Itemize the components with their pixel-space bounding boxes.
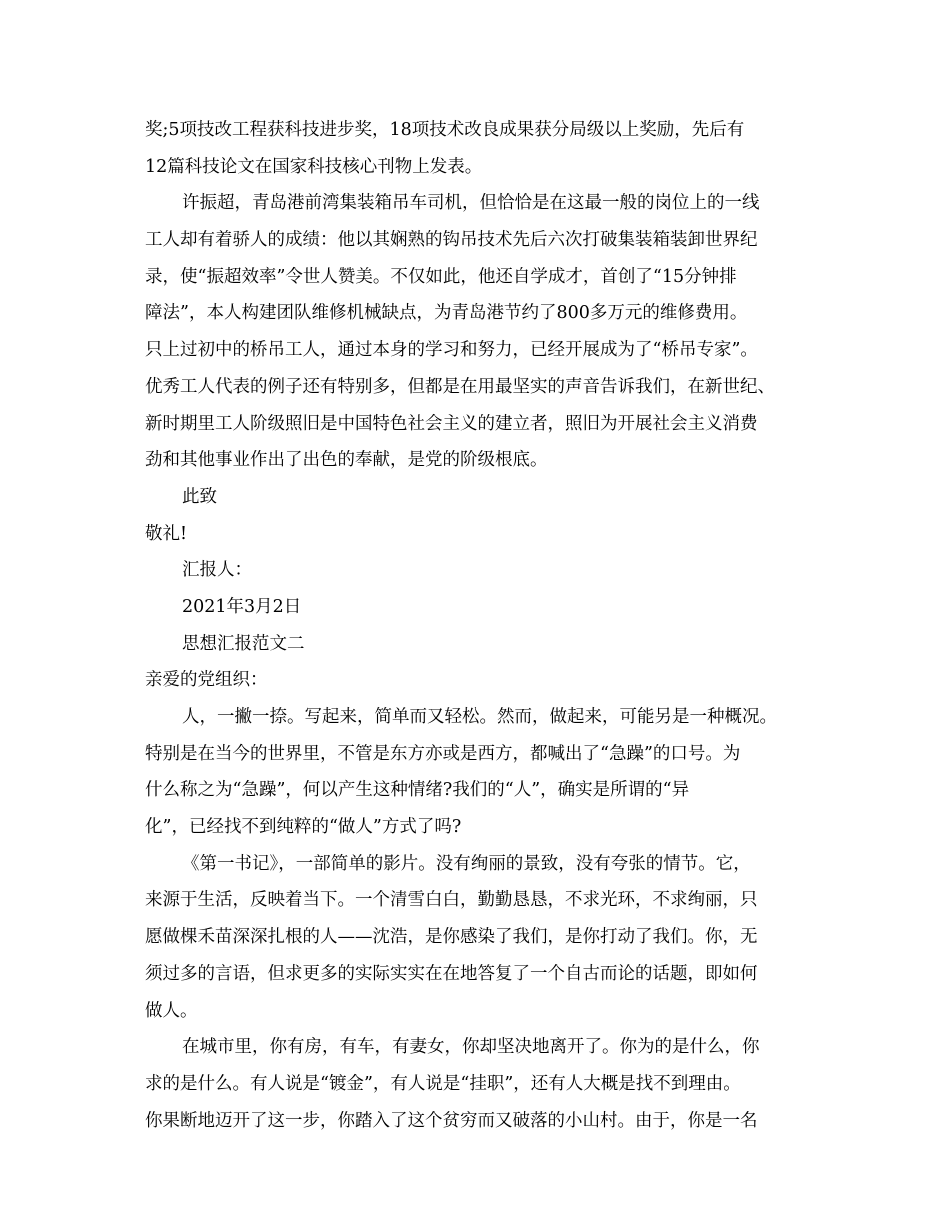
reporter-label: 汇报人： <box>182 560 252 581</box>
text-line: 特别是在当今的世界里，不管是东方亦或是西方，都喊出了“急躁”的口号。为 <box>145 743 741 764</box>
section-title: 思想汇报范文二 <box>182 633 305 654</box>
text-line: 《第一书记》，一部简单的影片。没有绚丽的景致，没有夸张的情节。它， <box>182 853 751 874</box>
text-line: 录，使“振超效率”令世人赞美。不仅如此，他还自学成才，首创了“15分钟排 <box>145 266 737 287</box>
text-line: 新时期里工人阶级照旧是中国特色社会主义的建立者，照旧为开展社会主义消费 <box>145 413 758 434</box>
text-line: 须过多的言语，但求更多的实际实实在在地答复了一个自古而论的话题，即如何 <box>145 963 758 984</box>
text-line: 在城市里，你有房，有车，有妻女，你却坚决地离开了。你为的是什么，你 <box>182 1037 760 1058</box>
document-body <box>145 112 810 1139</box>
greeting: 亲爱的党组织： <box>145 670 268 691</box>
text-line: 只上过初中的桥吊工人，通过本身的学习和努力，已经开展成为了“桥吊专家”。 <box>145 340 758 361</box>
text-line: 工人却有着骄人的成绩：他以其娴熟的钩吊技术先后六次打破集装箱装卸世界纪 <box>145 230 758 251</box>
text-line: 许振超，青岛港前湾集装箱吊车司机，但恰恰是在这最一般的岗位上的一线 <box>182 193 760 214</box>
text-line: 求的是什么。有人说是“镀金”，有人说是“挂职”，还有人大概是找不到理由。 <box>145 1073 741 1094</box>
closing-regards: 敬礼! <box>145 523 188 544</box>
text-line: 奖;5项技改工程获科技进步奖，18项技术改良成果获分局级以上奖励，先后有 <box>145 120 745 140</box>
text-line: 愿做棵禾苗深深扎根的人——沈浩，是你感染了我们，是你打动了我们。你，无 <box>145 927 758 948</box>
text-line: 人，一撇一捺。写起来，简单而又轻松。然而，做起来，可能另是一种概况。 <box>182 707 777 727</box>
closing-salutation: 此致 <box>182 486 217 507</box>
text-line: 来源于生活，反映着当下。一个清雪白白，勤勤恳恳，不求光环，不求绚丽，只 <box>145 890 758 911</box>
report-date: 2021年3月2日 <box>182 596 302 617</box>
text-line: 什么称之为“急躁”，何以产生这种情绪?我们的“人”，确实是所谓的“异 <box>145 780 690 801</box>
text-line: 12篇科技论文在国家科技核心刊物上发表。 <box>145 156 483 177</box>
text-line: 劲和其他事业作出了出色的奉献，是党的阶级根底。 <box>145 450 548 471</box>
text-line: 优秀工人代表的例子还有特别多，但都是在用最坚实的声音告诉我们，在新世纪、 <box>145 376 775 397</box>
text-line: 做人。 <box>145 1000 198 1021</box>
text-line: 化”，已经找不到纯粹的“做人”方式了吗? <box>145 817 462 838</box>
text-line: 障法”，本人构建团队维修机械缺点，为青岛港节约了800多万元的维修费用。 <box>145 303 748 324</box>
text-line: 你果断地迈开了这一步，你踏入了这个贫穷而又破落的小山村。由于，你是一名 <box>145 1110 758 1131</box>
